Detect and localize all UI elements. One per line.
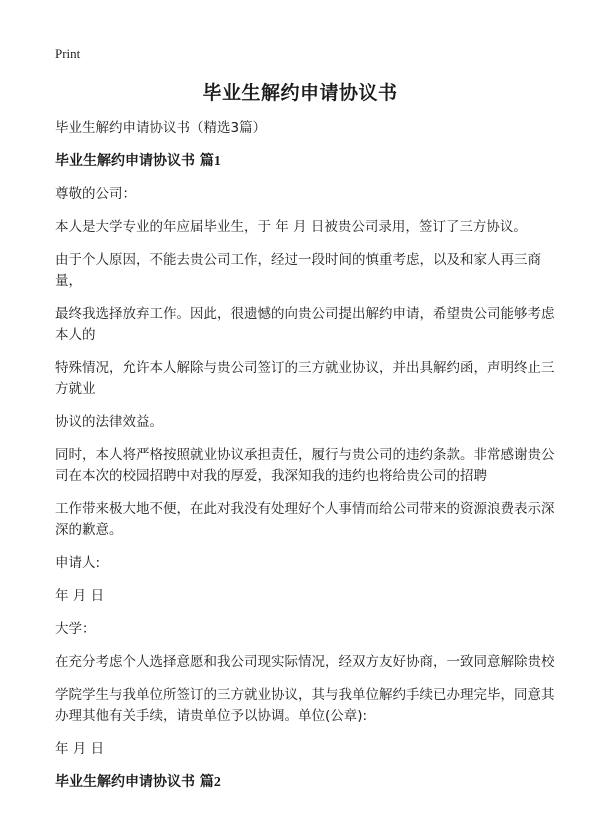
paragraph: 由于个人原因，不能去贵公司工作，经过一段时间的慎重考虑，以及和家人再三商量，	[55, 252, 541, 289]
paragraph: 特殊情况，允许本人解除与贵公司签订的三方就业协议，并出具解约函，声明终止三方就业	[55, 360, 555, 397]
applicant-label: 申请人:	[55, 555, 101, 571]
section-heading-2-text: 毕业生解约申请协议书 篇	[55, 774, 214, 790]
paragraph: 最终我选择放弃工作。因此，很遗憾的向贵公司提出解约申请，希望贵公司能够考虑本人的	[55, 306, 555, 343]
section-heading-1	[55, 151, 555, 172]
page-title: 毕业生解约申请协议书	[202, 82, 398, 104]
section-heading-1-number: 1	[213, 154, 221, 169]
paragraph: 工作带来极大地不便，在此对我没有处理好个人事情而给公司带来的资源浪费表示深深的歉意。	[55, 501, 555, 538]
section-heading-2	[55, 772, 555, 793]
paragraph: 协议的法律效益。	[55, 414, 163, 430]
paragraph: 学院学生与我单位所签订的三方就业协议，其与我单位解约手续已办理完毕，同意其办理其他有关手续，请贵单位予以协调。单位(公章):	[55, 687, 555, 724]
paragraph: 在充分考虑个人选择意愿和我公司现实际情况，经双方友好协商，一致同意解除贵校	[55, 654, 555, 670]
date-line: 年 月 日	[55, 741, 105, 757]
paragraph: 同时，本人将严格按照就业协议承担责任，履行与贵公司的违约条款。非常感谢贵公司在本次的校园招聘中对我的厚爱，我深知我的违约也将给贵公司的招聘	[55, 447, 555, 484]
date-line: 年 月 日	[55, 588, 105, 604]
university-salutation: 大学：	[55, 621, 96, 637]
document-body	[55, 118, 555, 805]
greeting: 尊敬的公司：	[55, 186, 136, 202]
section-heading-1-text: 毕业生解约申请协议书 篇	[55, 153, 214, 169]
document-subtitle: 毕业生解约申请协议书（精选3篇）	[55, 120, 267, 136]
paragraph: 本人是大学专业的年应届毕业生，于 年 月 日被贵公司录用，签订了三方协议。	[55, 219, 527, 235]
print-label: Print	[55, 46, 81, 61]
section-heading-2-number: 2	[213, 775, 221, 790]
